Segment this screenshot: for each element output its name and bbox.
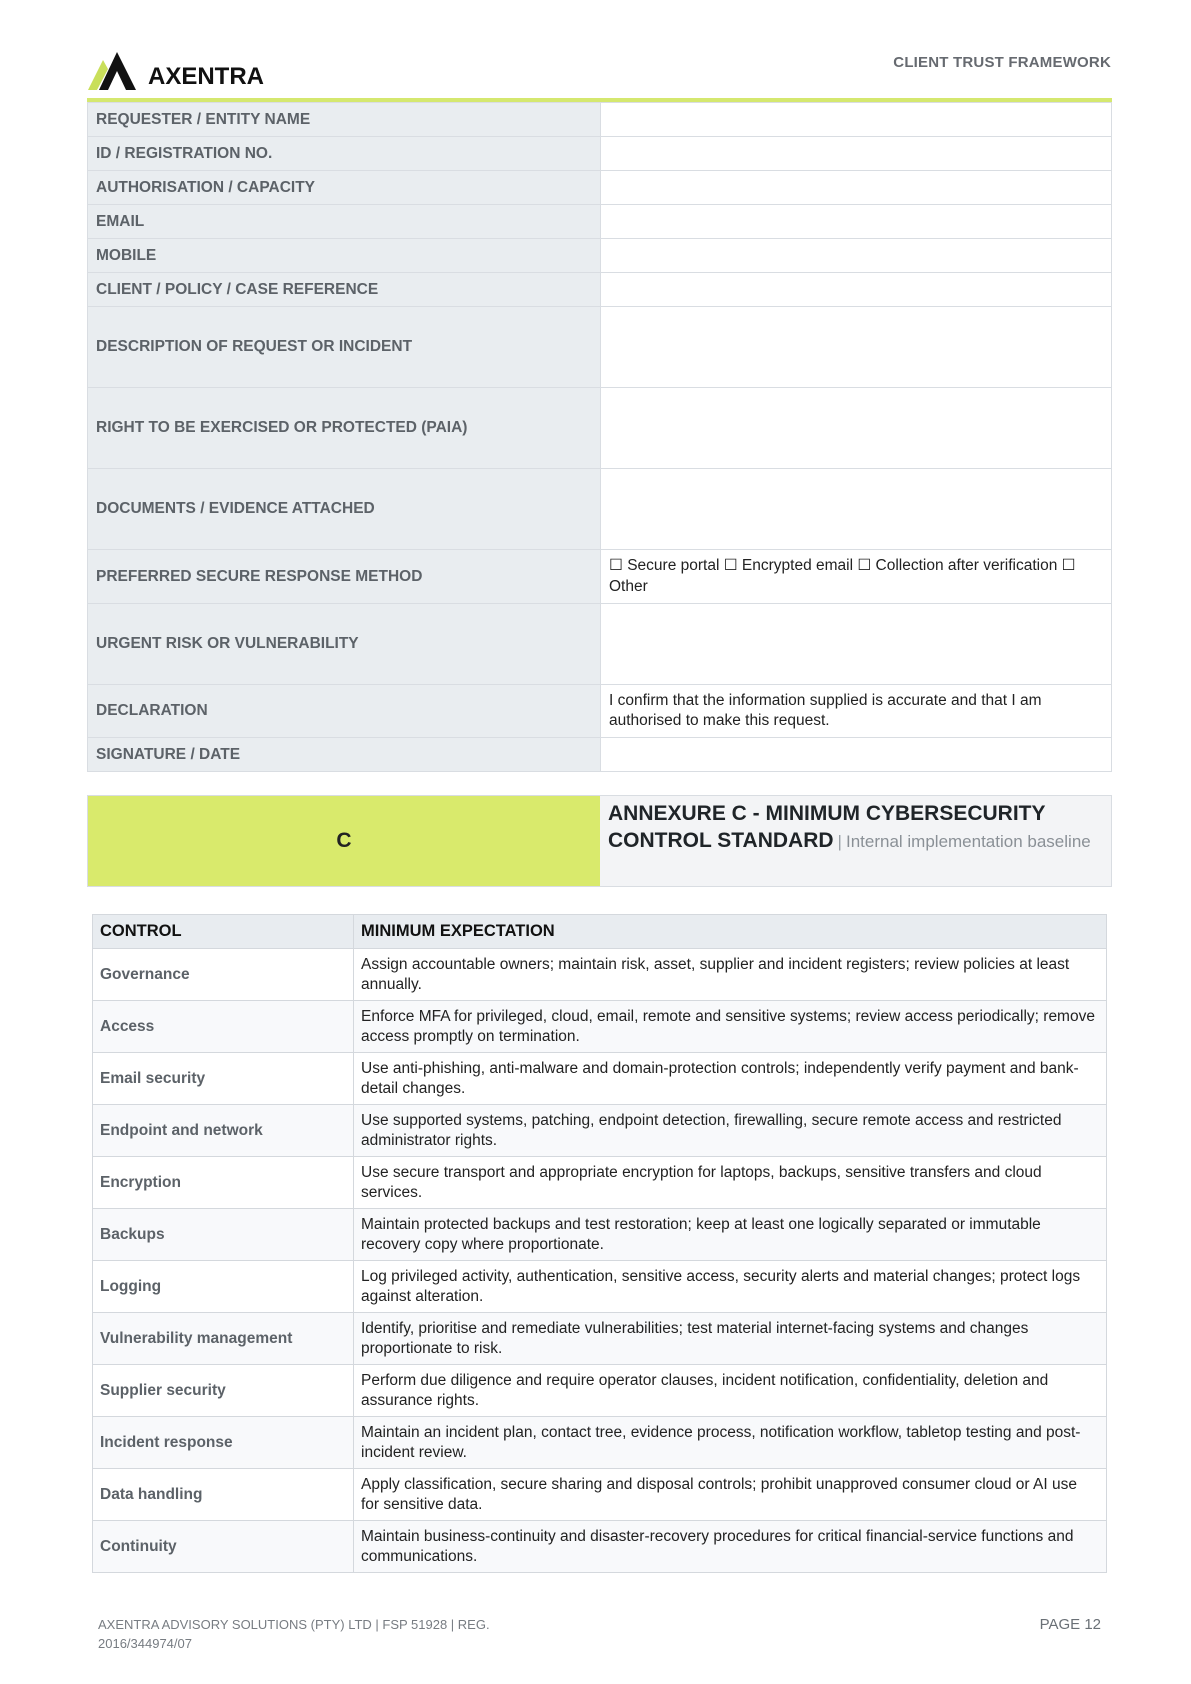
annexure-header [87, 795, 1112, 887]
control-name: Email security [93, 1053, 354, 1105]
annexure-heading [600, 796, 1111, 886]
control-name: Governance [93, 949, 354, 1001]
footer-page-number: PAGE 12 [1039, 1616, 1101, 1633]
control-name: Incident response [93, 1417, 354, 1469]
table-row [93, 1313, 1107, 1365]
controls-table [92, 914, 1107, 1573]
form-label: RIGHT TO BE EXERCISED OR PROTECTED (PAIA) [88, 388, 601, 469]
form-label: DESCRIPTION OF REQUEST OR INCIDENT [88, 307, 601, 388]
document-title: CLIENT TRUST FRAMEWORK [893, 54, 1111, 71]
form-row [88, 171, 1112, 205]
control-expectation: Use anti-phishing, anti-malware and domain-protection controls; independently verify payment and bank-detail changes. [354, 1053, 1107, 1105]
annexure-title: ANNEXURE C - MINIMUM CYBERSECURITY CONTROL STANDARD [608, 802, 1046, 853]
form-label: AUTHORISATION / CAPACITY [88, 171, 601, 205]
axentra-logo-icon [88, 50, 138, 90]
control-name: Access [93, 1001, 354, 1053]
table-row [93, 1417, 1107, 1469]
control-expectation: Perform due diligence and require operator clauses, incident notification, confidentiality, deletion and assurance rights. [354, 1365, 1107, 1417]
form-label: CLIENT / POLICY / CASE REFERENCE [88, 273, 601, 307]
form-row [88, 550, 1112, 604]
control-name: Continuity [93, 1521, 354, 1573]
control-expectation: Log privileged activity, authentication, sensitive access, security alerts and material changes; protect logs against alteration. [354, 1261, 1107, 1313]
form-label: PREFERRED SECURE RESPONSE METHOD [88, 550, 601, 604]
table-row [93, 1157, 1107, 1209]
control-expectation: Maintain protected backups and test restoration; keep at least one logically separated or immutable recovery copy where proportionate. [354, 1209, 1107, 1261]
control-name: Data handling [93, 1469, 354, 1521]
form-label: REQUESTER / ENTITY NAME [88, 103, 601, 137]
authorisation-field[interactable] [601, 171, 1112, 205]
form-row [88, 103, 1112, 137]
form-label: DECLARATION [88, 685, 601, 738]
annexure-letter: C [88, 796, 600, 886]
control-name: Backups [93, 1209, 354, 1261]
description-field[interactable] [601, 307, 1112, 388]
annexure-separator: | [837, 832, 842, 852]
documents-field[interactable] [601, 469, 1112, 550]
urgent-risk-field[interactable] [601, 604, 1112, 685]
request-form-table [87, 102, 1112, 772]
footer-company-details: AXENTRA ADVISORY SOLUTIONS (PTY) LTD | FSP 51928 | REG. 2016/344974/07 [98, 1617, 490, 1651]
mobile-field[interactable] [601, 239, 1112, 273]
table-row [93, 1365, 1107, 1417]
declaration-text: I confirm that the information supplied is accurate and that I am authorised to make this request. [601, 685, 1112, 738]
signature-date-field[interactable] [601, 738, 1112, 772]
table-row [93, 949, 1107, 1001]
column-header-expectation: MINIMUM EXPECTATION [354, 915, 1107, 949]
form-row [88, 307, 1112, 388]
table-row [93, 1261, 1107, 1313]
table-row [93, 1053, 1107, 1105]
form-row [88, 738, 1112, 772]
form-row [88, 469, 1112, 550]
form-row [88, 388, 1112, 469]
form-label: MOBILE [88, 239, 601, 273]
annexure-subtitle: Internal implementation baseline [845, 832, 1091, 852]
control-name: Logging [93, 1261, 354, 1313]
reference-field[interactable] [601, 273, 1112, 307]
control-expectation: Enforce MFA for privileged, cloud, email, remote and sensitive systems; review access periodically; remove access promptly on termination. [354, 1001, 1107, 1053]
paia-right-field[interactable] [601, 388, 1112, 469]
form-row [88, 604, 1112, 685]
control-expectation: Apply classification, secure sharing and disposal controls; prohibit unapproved consumer cloud or AI use for sensitive data. [354, 1469, 1107, 1521]
control-name: Vulnerability management [93, 1313, 354, 1365]
form-row [88, 205, 1112, 239]
table-row [93, 1001, 1107, 1053]
form-row [88, 239, 1112, 273]
registration-number-field[interactable] [601, 137, 1112, 171]
form-label: DOCUMENTS / EVIDENCE ATTACHED [88, 469, 601, 550]
control-name: Supplier security [93, 1365, 354, 1417]
form-label: EMAIL [88, 205, 601, 239]
requester-name-field[interactable] [601, 103, 1112, 137]
table-row [93, 1209, 1107, 1261]
table-row [93, 1469, 1107, 1521]
control-name: Endpoint and network [93, 1105, 354, 1157]
form-row [88, 685, 1112, 738]
column-header-control: CONTROL [93, 915, 354, 949]
control-expectation: Assign accountable owners; maintain risk, asset, supplier and incident registers; review policies at least annually. [354, 949, 1107, 1001]
response-method-options[interactable]: ☐ Secure portal ☐ Encrypted email ☐ Collection after verification ☐ Other [601, 550, 1112, 604]
table-row [93, 1105, 1107, 1157]
brand-logo [88, 50, 264, 90]
control-name: Encryption [93, 1157, 354, 1209]
form-label: SIGNATURE / DATE [88, 738, 601, 772]
control-expectation: Maintain an incident plan, contact tree, evidence process, notification workflow, tabletop testing and post-incident review. [354, 1417, 1107, 1469]
form-row [88, 137, 1112, 171]
control-expectation: Use supported systems, patching, endpoint detection, firewalling, secure remote access and restricted administrator rights. [354, 1105, 1107, 1157]
form-label: URGENT RISK OR VULNERABILITY [88, 604, 601, 685]
control-expectation: Use secure transport and appropriate encryption for laptops, backups, sensitive transfers and cloud services. [354, 1157, 1107, 1209]
control-expectation: Identify, prioritise and remediate vulnerabilities; test material internet-facing systems and changes proportionate to risk. [354, 1313, 1107, 1365]
form-row [88, 273, 1112, 307]
email-field[interactable] [601, 205, 1112, 239]
brand-name: AXENTRA [148, 63, 265, 90]
form-label: ID / REGISTRATION NO. [88, 137, 601, 171]
table-row [93, 1521, 1107, 1573]
table-header-row [93, 915, 1107, 949]
control-expectation: Maintain business-continuity and disaster-recovery procedures for critical financial-service functions and communications. [354, 1521, 1107, 1573]
